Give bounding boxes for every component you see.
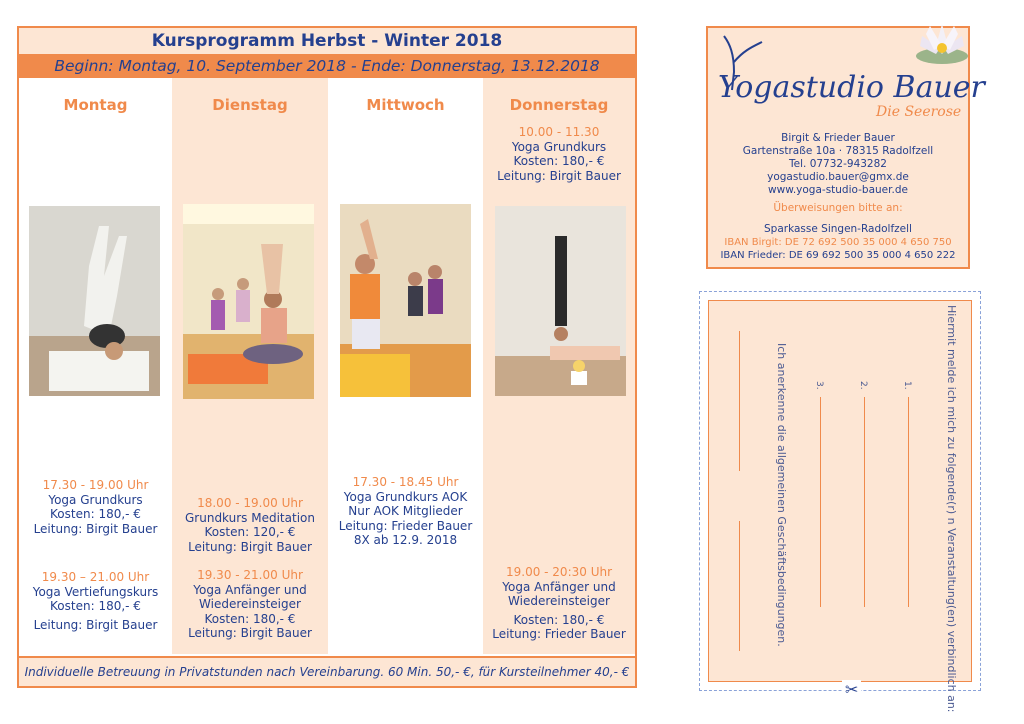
day-heading-montag: Montag — [63, 96, 128, 114]
course-schedule — [17, 26, 637, 688]
yoga-photo-dienstag — [183, 204, 314, 399]
schedule-dates: Beginn: Montag, 10. September 2018 - Ende: Donnerstag, 13.12.2018 — [19, 54, 635, 78]
course-dienstag-2: 19.30 - 21.00 Uhr Yoga Anfänger und Wiedereinsteiger Kosten: 180,- € Leitung: Birgit Bauer — [188, 568, 312, 640]
registration-slip — [699, 291, 981, 713]
day-heading-mittwoch: Mittwoch — [366, 96, 445, 114]
phone-number: Tel. 07732-943282 — [789, 158, 887, 170]
scissors-icon: ✂ — [842, 680, 861, 699]
column-donnerstag — [483, 78, 635, 654]
yoga-photo-donnerstag — [495, 206, 626, 396]
column-mittwoch — [328, 78, 483, 654]
private-lessons-note: Individuelle Betreuung in Privatstunden nach Vereinbarung. 60 Min. 50,- €, für Kursteilnehmer 40,- € — [19, 656, 635, 686]
course-mittwoch-1: 17.30 - 18.45 Uhr Yoga Grundkurs AOK Nur AOK Mitglieder Leitung: Frieder Bauer 8X ab 12.9. 2018 — [338, 475, 473, 547]
email-address: yogastudio.bauer@gmx.de — [767, 171, 909, 183]
line-label-1: 1. — [902, 381, 912, 390]
course-dienstag-1: 18.00 - 19.00 Uhr Grundkurs Meditation Kosten: 120,- € Leitung: Birgit Bauer — [185, 496, 315, 554]
course-donnerstag-2: 19.00 - 20:30 Uhr Yoga Anfänger und Wiedereinsteiger Kosten: 180,- € Leitung: Frieder Bauer — [492, 565, 626, 641]
entry-line-2[interactable] — [864, 397, 865, 607]
website: www.yoga-studio-bauer.de — [768, 184, 908, 196]
signature-line-2[interactable] — [739, 521, 740, 651]
day-heading-donnerstag: Donnerstag — [509, 96, 609, 114]
line-label-2: 2. — [858, 381, 868, 390]
signature-line-1[interactable] — [739, 331, 740, 471]
studio-slogan: Die Seerose — [876, 104, 962, 120]
transfer-note: Überweisungen bitte an: — [773, 202, 903, 214]
studio-logo: Yogastudio Bauer — [718, 70, 985, 105]
registration-statement: Hiermit melde ich mich zu folgende(r) n Veranstaltung(en) verbindlich an: — [945, 305, 958, 713]
water-lily-icon — [912, 16, 972, 68]
yoga-photo-montag — [29, 206, 160, 396]
studio-address-card — [706, 26, 985, 269]
entry-line-3[interactable] — [820, 397, 821, 607]
yoga-photo-mittwoch — [340, 204, 471, 397]
line-label-3: 3. — [814, 381, 824, 390]
column-dienstag — [172, 78, 328, 654]
bank-name: Sparkasse Singen-Radolfzell — [764, 223, 912, 235]
terms-statement: Ich anerkenne die allgemeinen Geschäftsbedingungen. — [775, 343, 788, 647]
owner-names: Birgit & Frieder Bauer — [781, 132, 895, 144]
column-montag — [19, 78, 172, 654]
iban-frieder: IBAN Frieder: DE 69 692 500 35 000 4 650 222 — [720, 250, 956, 261]
course-montag-1: 17.30 - 19.00 Uhr Yoga Grundkurs Kosten: 180,- € Leitung: Birgit Bauer — [33, 478, 158, 536]
iban-birgit: IBAN Birgit: DE 72 692 500 35 000 4 650 750 — [724, 237, 952, 248]
course-montag-2: 19.30 – 21.00 Uhr Yoga Vertiefungskurs Kosten: 180,- € Leitung: Birgit Bauer — [32, 570, 159, 632]
entry-line-1[interactable] — [908, 397, 909, 607]
course-donnerstag-1: 10.00 - 11.30 Yoga Grundkurs Kosten: 180,- € Leitung: Birgit Bauer — [497, 125, 621, 183]
street-address: Gartenstraße 10a · 78315 Radolfzell — [742, 145, 934, 157]
day-heading-dienstag: Dienstag — [212, 96, 288, 114]
schedule-title: Kursprogramm Herbst - Winter 2018 — [19, 28, 635, 54]
